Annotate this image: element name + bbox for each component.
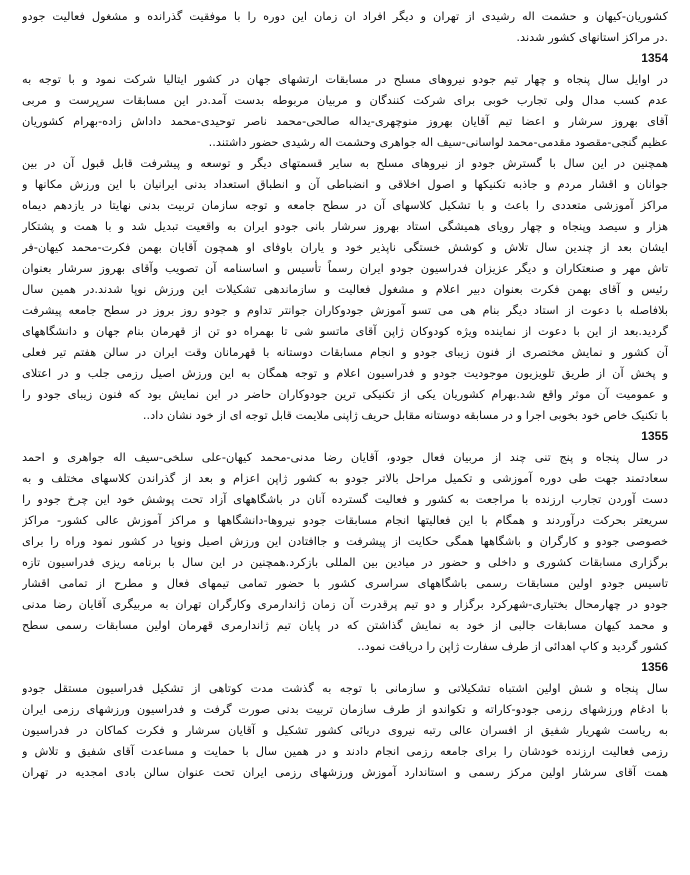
text-line: تاش مهر و صنعتکاران و دیگر عزیزان فدراسیون جودو ایران رسماً تأسیس و اساسنامه آن تصویب وآقای بهروز سرشار بعنوان [22, 261, 668, 275]
text-line: مراکز آموزشی متعددی را باعث و با تشکیل کلاسهای آن در سطح جامعه و توجه سازمان تربیت بدنی نهایتا در یازدهم دیماه [22, 198, 668, 212]
text-line: در سال پنجاه و پنج تنی چند از مربیان فعال جودو، آقایان رضا مدنی-محمد کیهان-علی سلخی-سیف اله جواهری و احمد [22, 450, 668, 464]
text-line: با تکنیک خاص خود بخوبی اجرا و در مسابقه دوستانه مقابل حریف ژاپنی ملایمت قابل توجه ای از خود نشان داد.. [142, 408, 668, 422]
text-line: سعادتمند جهت طی دوره آموزشی و تکمیل مراحل بالاتر جودو به کشور ژاپن اعزام و بعد از گذراندن کلاسهای مختلف و به [22, 471, 668, 485]
text-line: و محمد کیهان مسابقات جالبی از خود به نمایش گذاشتن که در پایان تیم ژاندارمری قهرمان اولین مسابقات رسمی سطح [22, 618, 668, 632]
text-line: در اوایل سال پنجاه و چهار تیم جودو نیروهای مسلح در مسابقات ارتشهای جهان در کشور ایتالیا شرکت نمود و با توجه به [22, 72, 668, 86]
text-line: .در مراکز استانهای کشور شدند. [516, 30, 668, 44]
text-line: کشور گردید و کاپ اهدائی از طرف سفارت ژاپن را دریافت نمود.. [357, 639, 668, 653]
text-line: به ریاست شهریار شفیق از افسران عالی رتبه نیروی دریائی کشور تشکیل و آقایان سرشار و فکرت کماکان در فدراسیون [22, 723, 668, 737]
text-line: بلافاصله با دعوت از استاد دیگر بنام هی می تسو آموزش جودوکاران جوانتر تداوم و جودو روز بروز در سطح جامعه پیشرفت [22, 303, 668, 317]
text-line: دست آوردن تجارب ارزنده با مراجعت به کشور و فعالیت گسترده آنان در باشگاههای آزاد تحت پوشش خود این چرخ جودو را [22, 492, 668, 506]
text-line: آقای بهروز سرشار و اعضا تیم آقایان بهروز منوچهری-یداله صالحی-محمد ناصر توحیدی-محمد داداش زاده-بهرام کشوریان [22, 114, 668, 128]
text-line: سال پنجاه و شش اولین اشتباه تشکیلاتی و سازمانی با توجه به گذشت مدت کوتاهی از تشکیل فدراسیون مستقل جودو [22, 681, 668, 695]
text-line: کشوریان-کیهان و حشمت اله رشیدی از تهران و دیگر افراد ان زمان این دوره را با موفقیت گذرانده و مشغول فعالیت جودو [22, 9, 668, 23]
text-line: خصوصی جودو و کارگران و باشگاهها همگی حکایت از پیشرفت و جاافتادن این ورزش اصیل ونوپا در کشور نمود وراه را برای [22, 534, 668, 548]
paragraph-1354-federation [22, 153, 668, 426]
text-line: عدم کسب مدال ولی تجارب خوبی برای شرکت کنندگان و مربیان مربوطه بدست آمد.در این مسابقات سرپرست و مربی [22, 93, 668, 107]
text-line: آن کشور و نمایش مختصری از فنون زیبای جودو و انجام مسابقات دوستانه با قهرمانان وقت ایران در سالن هفتم تیر فعلی [22, 345, 668, 359]
text-line: هزار و سیصد وپنجاه و چهار رویای همیشگی استاد بهروز سرشار بانی جودو ایران به واقعیت تبدیل شد و با همت و پشتکار [22, 219, 668, 233]
text-line: سریعتر بحرکت درآوردند و همگام با این فعالیتها انجام مسابقات جودو نیروها-دانشگاهها و مراکز آموزش عالی کشور- مراکز [22, 513, 668, 527]
year-heading-1354: 1354 [641, 51, 668, 65]
text-line: رئیس و آقای بهمن فکرت بعنوان دبیر اعلام و مشغول فعالیت و سازماندهی تشکیلات این ورزش نوپا شدند.در همین سال [22, 282, 668, 296]
paragraph-1354-teams [22, 69, 668, 153]
text-line: گردید.بعد از این با دعوت از نماینده ویژه کودوکان ژاپن آقای ماتسو شی تا بهمراه دو تن از قهرمان بنام جهان و دانشگاههای [22, 324, 668, 338]
intro-paragraph [22, 6, 668, 48]
text-line: برگزاری مسابقات کشوری و داخلی و حضور در میادین بین المللی بازکرد.همچنین در این سال با برنامه ریزی فدراسیون تازه [22, 555, 668, 569]
paragraph-1355 [22, 447, 668, 657]
text-line: با ادغام ورزشهای رزمی جودو-کاراته و تکواندو از طرف سازمان تربیت بدنی صورت گرفت و فدراسیون ورزشهای رزمی ایران [22, 702, 668, 716]
text-line: و عمومیت آن موثر واقع شد.بهرام کشوریان یکی از تکنیکی ترین جودوکاران حاضر در این نمایش بود که فنون زیبای جودو را [22, 387, 668, 401]
text-line: رزمی فعالیت ارزنده خودشان را برای جامعه رزمی انجام دادند و در همین سال با حمایت و مساعدت آقای شفیق و تلاش و [22, 744, 668, 758]
text-line: و پخش آن از طریق تلویزیون موجودیت جودو و فدراسیون اعلام و توجه همگان به این ورزش اصیل رزمی جلب و در اعتلای [22, 366, 668, 380]
year-heading-1356: 1356 [641, 660, 668, 674]
text-line: جودو در چهارمحال بختیاری-شهرکرد برگزار و دو تیم پرقدرت آن زمان ژاندارمری وکارگران تهران به مربیگری آقایان رضا مدنی [22, 597, 668, 611]
text-line: همت آقای سرشار اولین مرکز رسمی و استاندارد آموزش ورزشهای رزمی ایران تحت عنوان سالن بادی امجدیه در تهران [22, 765, 668, 779]
text-line: جوانان و اقشار مردم و جاذبه تکنیکها و اصول اخلاقی و انضباطی آن و انطباق استعداد بدنی ایرانیان با این ورزش مکانها و [22, 177, 668, 191]
text-line: ایشان بعد از چندین سال تلاش و کوشش خستگی ناپذیر خود و یاران باوفای او همچون آقایان بهمن فکرت-محمد کیهان-فر [22, 240, 668, 254]
text-line: عظیم گنجی-مقصود مقدمی-محمد لواسانی-سیف اله جواهری وحشمت اله رشیدی حضور داشتند.. [208, 135, 668, 149]
text-line: تاسیس جودو اولین مسابقات رسمی باشگاههای سراسری کشور با حضور تمامی تیمهای فعال و مطرح از تمامی اقشار [22, 576, 668, 590]
text-line: همچنین در این سال با گسترش جودو از نیروهای مسلح به سایر قسمتهای دیگر و توسعه و پیشرفت قابل قبول آن در بین [22, 156, 668, 170]
paragraph-1356 [22, 678, 668, 783]
year-heading-1355: 1355 [641, 429, 668, 443]
